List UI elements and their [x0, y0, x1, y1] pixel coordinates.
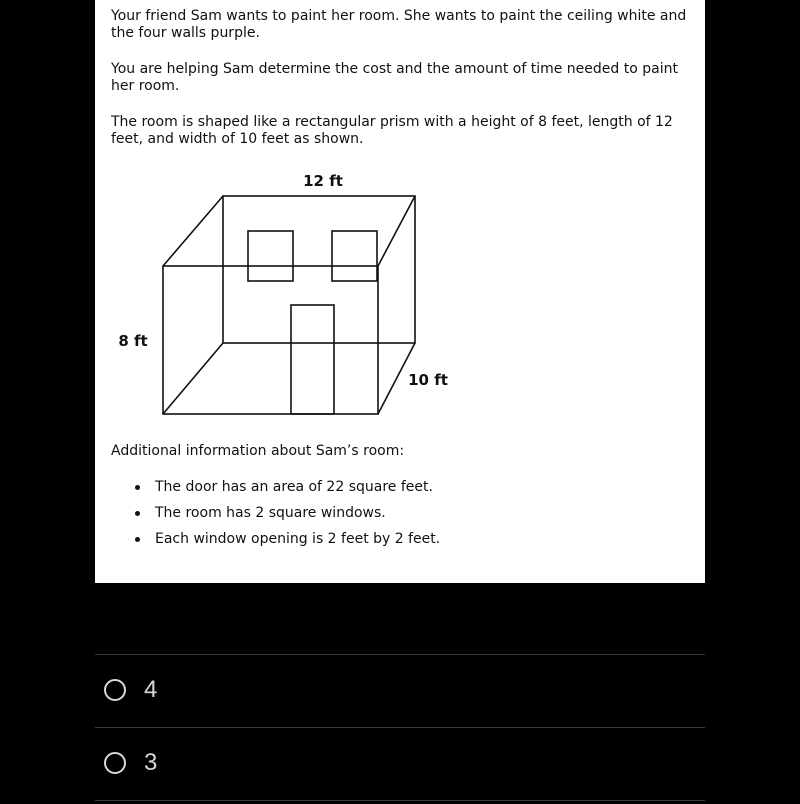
- bullet-icon: [135, 511, 140, 516]
- list-item-text: The room has 2 square windows.: [155, 505, 386, 521]
- divider: [95, 727, 705, 728]
- bullet-icon: [135, 537, 140, 542]
- edge-top-right: [378, 196, 415, 266]
- problem-paragraph-1: Your friend Sam wants to paint her room. She wants to paint the ceiling white and the four walls purple.: [111, 8, 687, 41]
- width-label: 10 ft: [408, 371, 448, 389]
- radio-button-icon[interactable]: [104, 679, 126, 701]
- room-prism-diagram: [95, 0, 705, 440]
- list-item: [131, 531, 440, 557]
- height-label: 8 ft: [118, 332, 148, 350]
- window-left: [248, 231, 293, 281]
- list-item: [131, 479, 440, 505]
- back-face: [223, 196, 415, 343]
- list-item-text: Each window opening is 2 feet by 2 feet.: [155, 531, 441, 547]
- problem-paragraph-3: The room is shaped like a rectangular prism with a height of 8 feet, length of 12 feet, and width of 10 feet as shown.: [111, 114, 673, 147]
- edge-top-left: [163, 196, 223, 266]
- answer-choice-label: 4: [144, 676, 158, 703]
- list-item: [131, 505, 440, 531]
- list-item-text: The door has an area of 22 square feet.: [155, 479, 433, 495]
- radio-button-icon[interactable]: [104, 752, 126, 774]
- problem-paragraph-2: You are helping Sam determine the cost and the amount of time needed to paint her room.: [111, 61, 678, 94]
- divider: [95, 654, 705, 655]
- front-face: [163, 266, 378, 414]
- edge-bottom-left: [163, 343, 223, 414]
- window-right: [332, 231, 377, 281]
- answer-choice-4[interactable]: [100, 670, 400, 710]
- bullet-icon: [135, 485, 140, 490]
- question-card: [95, 0, 705, 583]
- answer-choice-label: 3: [144, 749, 158, 776]
- answer-choice-3[interactable]: [100, 743, 400, 783]
- additional-info-heading: Additional information about Sam’s room:: [111, 443, 405, 459]
- door: [291, 305, 334, 414]
- divider: [95, 800, 705, 801]
- additional-info-list: [131, 479, 440, 557]
- length-label: 12 ft: [303, 172, 343, 190]
